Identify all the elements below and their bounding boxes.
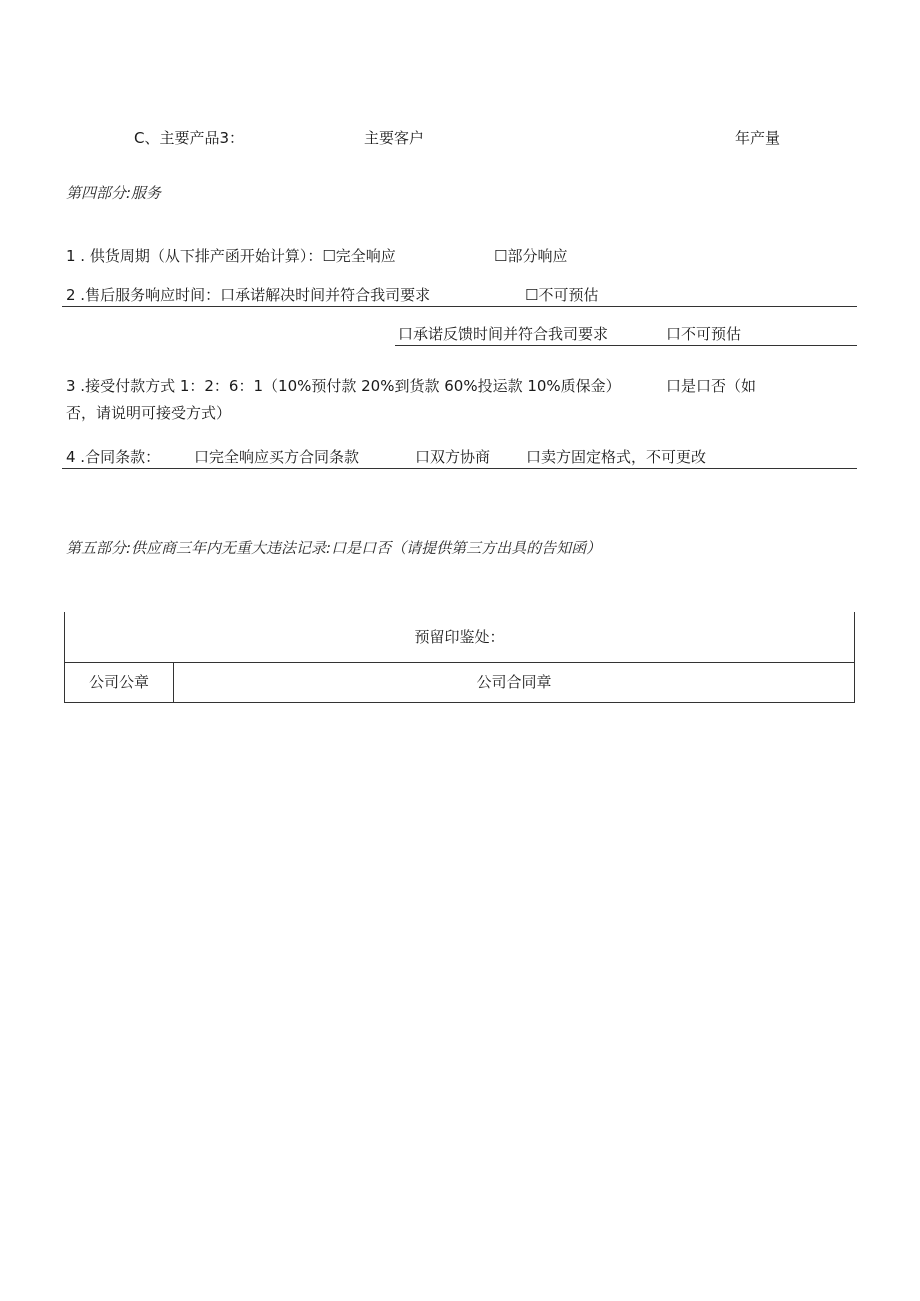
item2-unpredictable-option: ☐不可预估 — [525, 286, 599, 304]
item3-payment-terms: 3 .接受付款方式 1：2：6：1（10%预付款 20%到货款 60%投运款 10%质保金） — [66, 377, 621, 395]
section4-heading: 第四部分:服务 — [66, 184, 162, 202]
section5-heading: 第五部分:供应商三年内无重大违法记录:口是口否（请提供第三方出具的告知函） — [66, 539, 602, 557]
annual-output-label: 年产量 — [735, 129, 781, 147]
item1-partial-option: ☐部分响应 — [494, 247, 568, 265]
company-seal-cell: 公司公章 — [65, 663, 174, 702]
contract-seal-cell: 公司合同章 — [476, 673, 552, 691]
item3-explain-note: 否，请说明可接受方式） — [66, 404, 232, 422]
seal-table — [64, 612, 855, 703]
item4-underline — [62, 468, 857, 469]
item4-contract-terms: 4 .合同条款： — [66, 448, 161, 466]
item2-feedback-option: 口承诺反馈时间并符合我司要求 — [398, 325, 609, 343]
item2-feedback-unpredictable: 口不可预估 — [666, 325, 742, 343]
item4-full-accept-option: 口完全响应买方合同条款 — [194, 448, 360, 466]
item4-negotiate-option: 口双方协商 — [415, 448, 491, 466]
item3-yes-no-options: 口是口否（如 — [666, 377, 757, 395]
product-3-label: C、主要产品3： — [134, 129, 245, 147]
item2-after-sales: 2 .售后服务响应时间：口承诺解决时间并符合我司要求 — [66, 286, 431, 304]
item4-seller-format-option: 口卖方固定格式，不可更改 — [526, 448, 707, 466]
seal-table-header: 预留印鉴处： — [65, 612, 854, 663]
item2-underline-2 — [395, 345, 857, 346]
item1-delivery-cycle: 1 . 供货周期（从下排产函开始计算）：☐完全响应 — [66, 247, 396, 265]
item2-underline — [62, 306, 857, 307]
main-customer-label: 主要客户 — [364, 129, 425, 147]
